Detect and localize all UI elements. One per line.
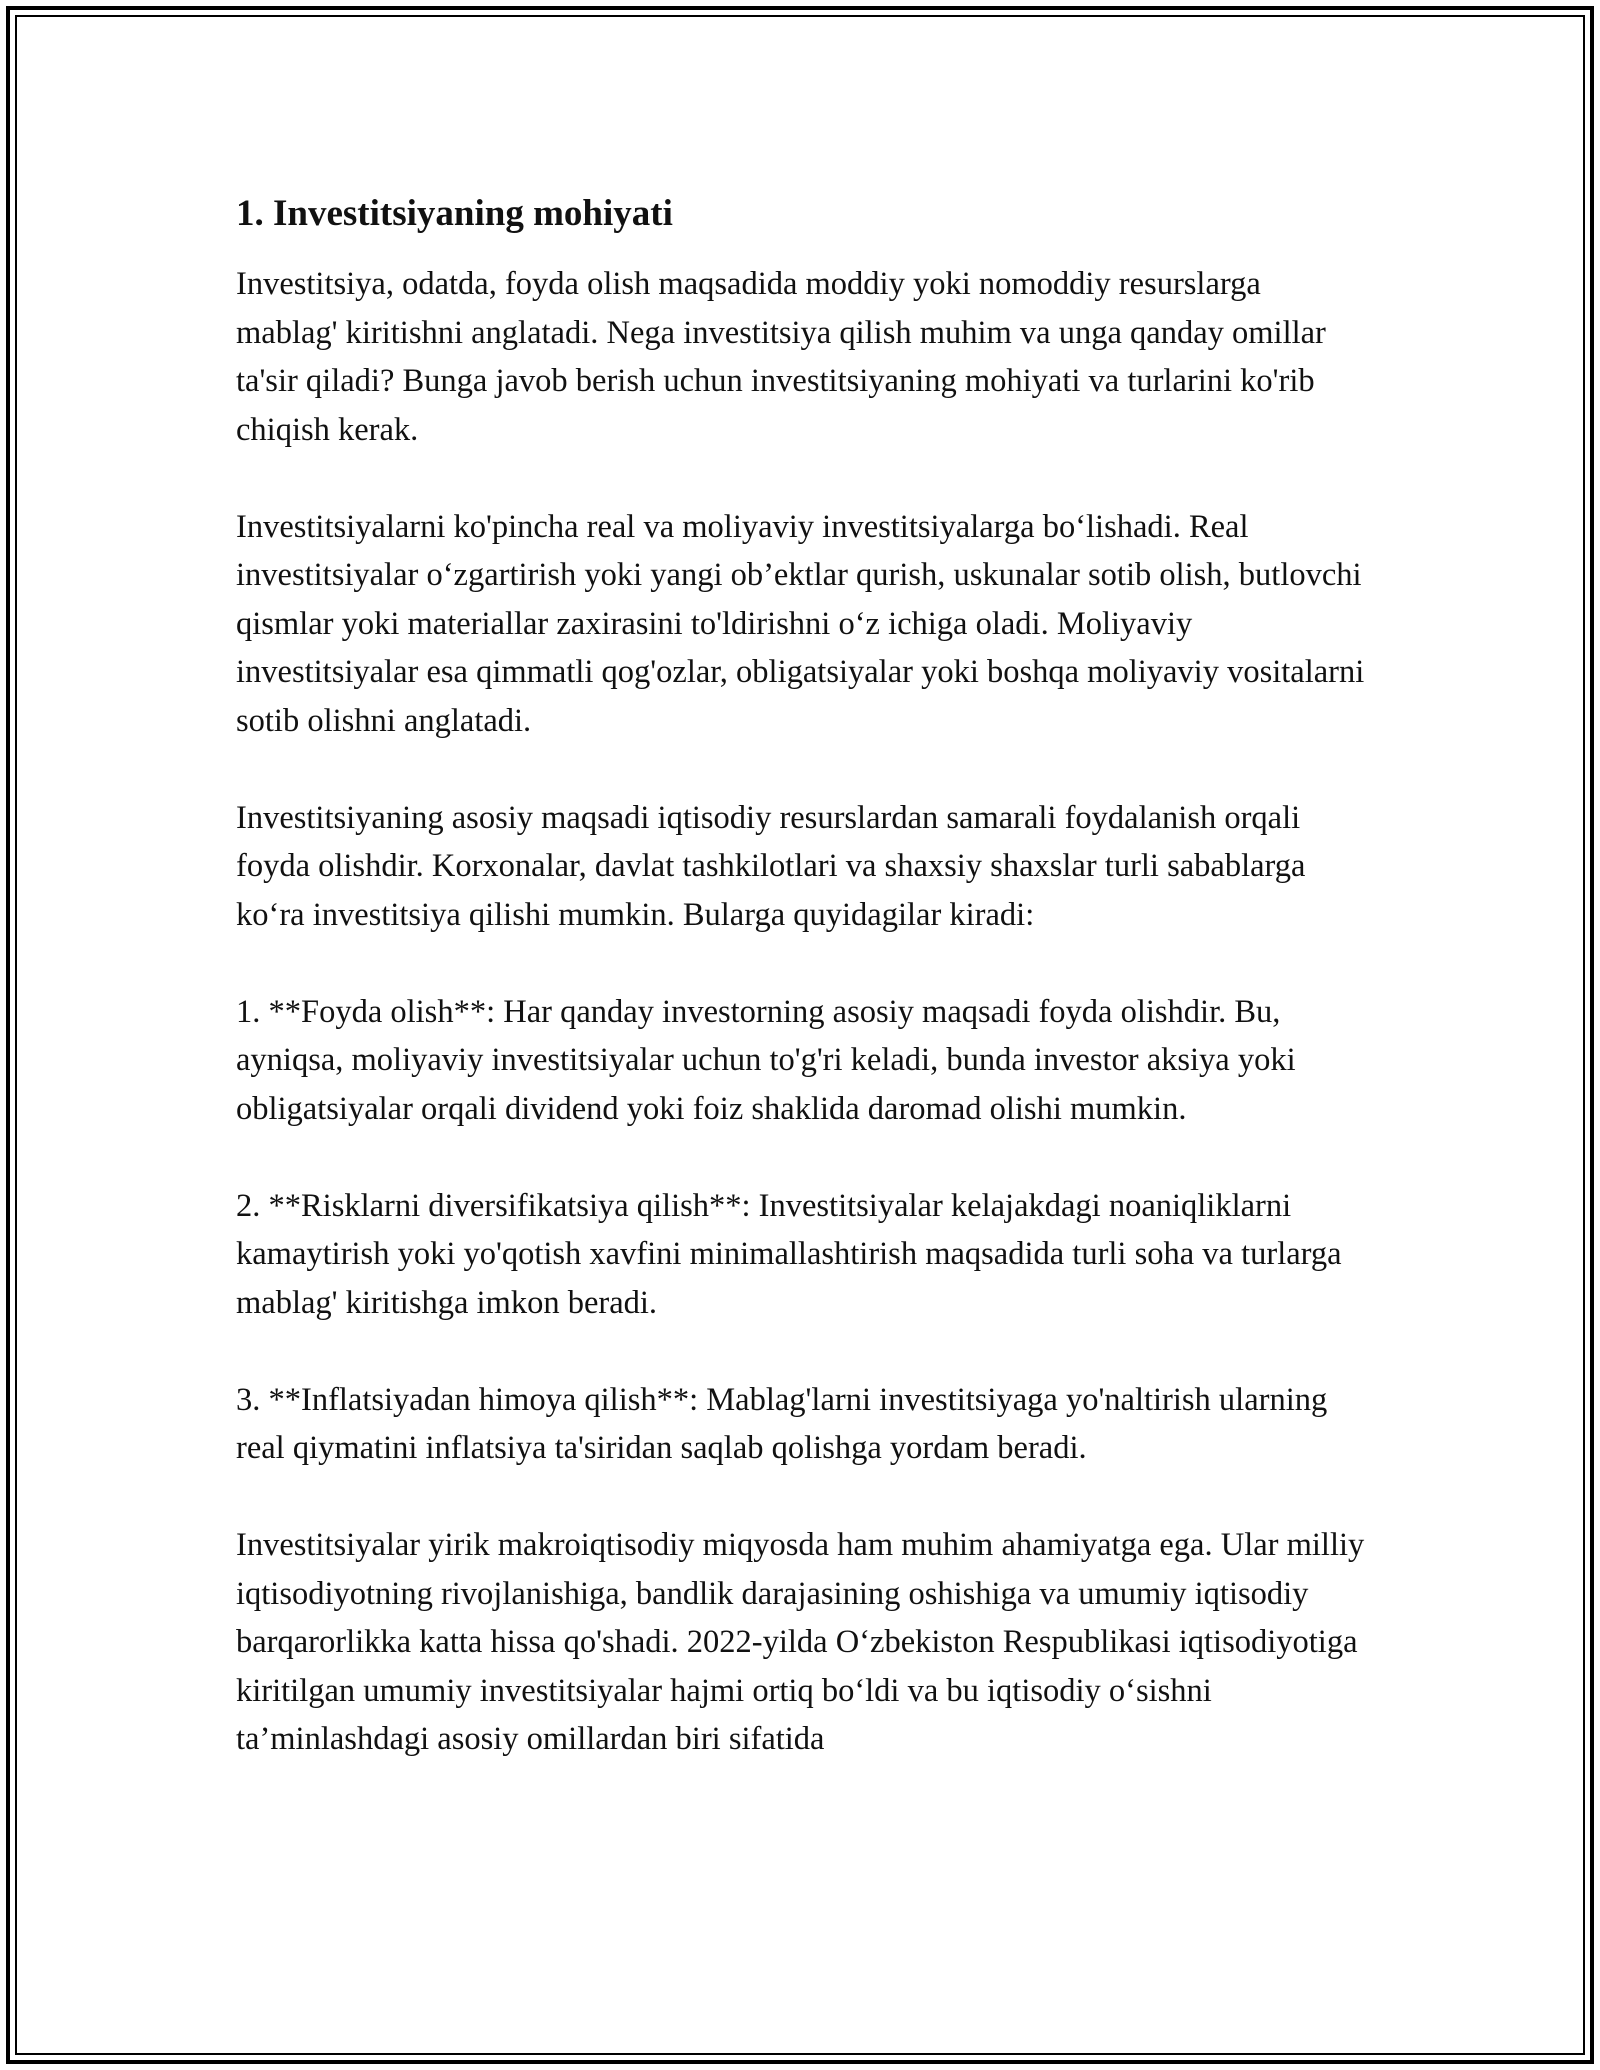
document-body	[236, 190, 1366, 1812]
paragraph-purpose: Investitsiyaning asosiy maqsadi iqtisodiy resurslardan samarali foydalanish orqali foyda olishdir. Korxonalar, davlat tashkilotlari va shaxsiy shaxslar turli sabablarga ko‘ra investitsiya qilishi mumkin. Bularga quyidagilar kiradi:	[236, 799, 1306, 933]
paragraph-intro: Investitsiya, odatda, foyda olish maqsadida moddiy yoki nomoddiy resurslarga mablag' kiritishni anglatadi. Nega investitsiya qilish muhim va unga qanday omillar ta'sir qiladi? Bunga javob berish uchun investitsiyaning mohiyati va turlarini ko'rib chiqish kerak.	[236, 266, 1326, 448]
list-item-diversification: 2. **Risklarni diversifikatsiya qilish**: Investitsiyalar kelajakdagi noaniqliklarni kamaytirish yoki yo'qotish xavfini minimallashtirish maqsadida turli soha va turlarga mablag' kiritishga imkon beradi.	[236, 1187, 1342, 1321]
paragraph-macro: Investitsiyalar yirik makroiqtisodiy miqyosda ham muhim ahamiyatga ega. Ular milliy iqtisodiyotning rivojlanishiga, bandlik darajasining oshishiga va umumiy iqtisodiy barqarorlikka katta hissa qo'shadi. 2022-yilda O‘zbekiston Respublikasi iqtisodiyotiga kiritilgan umumiy investitsiyalar hajmi ortiq bo‘ldi va bu iqtisodiy o‘sishni ta’minlashdagi asosiy omillardan biri sifatida	[236, 1527, 1365, 1757]
list-item-profit: 1. **Foyda olish**: Har qanday investorning asosiy maqsadi foyda olishdir. Bu, ayniqsa, moliyaviy investitsiyalar uchun to'g'ri keladi, bunda investor aksiya yoki obligatsiyalar orqali dividend yoki foiz shaklida daromad olishi mumkin.	[236, 993, 1296, 1127]
list-item-inflation: 3. **Inflatsiyadan himoya qilish**: Mablag'larni investitsiyaga yo'naltirish ularning real qiymatini inflatsiya ta'siridan saqlab qolishga yordam beradi.	[236, 1381, 1328, 1466]
section-title: 1. Investitsiyaning mohiyati	[236, 193, 673, 234]
paragraph-types: Investitsiyalarni ko'pincha real va moliyaviy investitsiyalarga bo‘lishadi. Real investitsiyalar o‘zgartirish yoki yangi ob’ektlar qurish, uskunalar sotib olish, butlovchi qismlar yoki materiallar zaxirasini to'ldirishni o‘z ichiga oladi. Moliyaviy investitsiyalar esa qimmatli qog'ozlar, obligatsiyalar yoki boshqa moliyaviy vositalarni sotib olishni anglatadi.	[236, 508, 1365, 739]
